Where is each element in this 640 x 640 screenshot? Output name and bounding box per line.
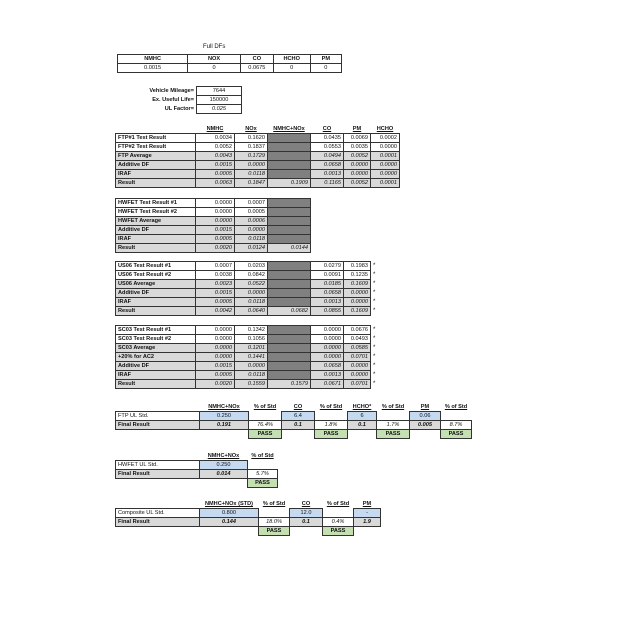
us06-row — [116, 289, 380, 298]
sc03-asterisk: * — [373, 336, 376, 342]
sc03-nmhc-cell: 0.0005 — [196, 371, 235, 380]
sc03-co-cell: 0.0000 — [311, 353, 344, 362]
hwfet-combo-cell — [268, 235, 311, 244]
hwfet-combo-cell — [268, 208, 311, 217]
ftp_std-final-value: 0.1 — [282, 421, 315, 430]
sc03-row — [116, 380, 380, 389]
hwfet-row-label: IRAF — [116, 235, 196, 244]
ftp_std-pass-badge: PASS — [441, 430, 472, 439]
sc03-nox-cell: 0.0000 — [235, 362, 268, 371]
ftp-nox-cell: 0.1837 — [235, 143, 268, 152]
ftp-combo-cell — [268, 134, 311, 143]
ftp-hcho-cell: 0.0000 — [371, 143, 400, 152]
us06-asterisk: * — [373, 281, 376, 287]
ftp-nmhc-cell: 0.0063 — [196, 179, 235, 188]
sc03-pm-cell: 0.0701 — [344, 380, 371, 389]
full-dfs-value: 0 — [310, 64, 341, 73]
ftp-combo-cell — [268, 161, 311, 170]
sc03-asterisk: * — [373, 327, 376, 333]
sc03-nmhc-cell: 0.0015 — [196, 362, 235, 371]
sc03-nox-cell: 0.1559 — [235, 380, 268, 389]
us06-row — [116, 307, 380, 316]
us06-co-cell: 0.0185 — [311, 280, 344, 289]
ftp_std-std-value: 6.4 — [282, 412, 315, 421]
sc03-co-cell: 0.0671 — [311, 380, 344, 389]
us06-nmhc-cell: 0.0005 — [196, 298, 235, 307]
us06-nox-cell: 0.0842 — [235, 271, 268, 280]
sc03-combo-cell — [268, 371, 311, 380]
ftp-pm-cell: 0.0035 — [344, 143, 371, 152]
sc03-combo-cell — [268, 362, 311, 371]
hwfet-nmhc-cell: 0.0005 — [196, 235, 235, 244]
ftp-table — [115, 125, 400, 188]
composite_std-pass-spacer — [116, 527, 200, 536]
us06-nmhc-cell: 0.0038 — [196, 271, 235, 280]
us06-asterisk: * — [373, 299, 376, 305]
ftp_std-std-label: FTP UL Std. — [116, 412, 200, 421]
sc03-co-cell: 0.0000 — [311, 344, 344, 353]
hwfet-row — [116, 217, 311, 226]
us06-nmhc-cell: 0.0007 — [196, 262, 235, 271]
us06-row-label: US06 Average — [116, 280, 196, 289]
sc03-row — [116, 335, 380, 344]
sc03-table — [115, 325, 380, 389]
ftp-co-cell: 0.0553 — [311, 143, 344, 152]
us06-nox-cell: 0.0203 — [235, 262, 268, 271]
ftp_std-pass-spacer — [200, 430, 249, 439]
ftp-row-label: FTP Average — [116, 152, 196, 161]
ftp-nmhc-cell: 0.0034 — [196, 134, 235, 143]
ftp-row — [116, 170, 400, 179]
ul-factor-label: UL Factor= — [164, 106, 194, 112]
full-dfs-title: Full DFs — [203, 44, 226, 50]
sc03-pm-cell: 0.0000 — [344, 371, 371, 380]
ftp-nox-cell: 0.1620 — [235, 134, 268, 143]
ftp-combo-cell — [268, 152, 311, 161]
us06-nmhc-cell: 0.0015 — [196, 289, 235, 298]
full-dfs-value: 0 — [188, 64, 241, 73]
ftp_std-final-label: Final Result — [116, 421, 200, 430]
composite_std-column-header: % of Std — [262, 501, 286, 508]
ftp-co-cell: 0.0658 — [311, 161, 344, 170]
ftp_std-final-value: 1.8% — [315, 421, 348, 430]
us06-pm-cell: 0.1609 — [344, 307, 371, 316]
hwfet-nox-cell: 0.0006 — [235, 217, 268, 226]
ftp-row-label: Additive DF — [116, 161, 196, 170]
us06-row — [116, 280, 380, 289]
ftp_std-pass-badge: PASS — [377, 430, 410, 439]
us06-nox-cell: 0.0118 — [235, 298, 268, 307]
sc03-asterisk: * — [373, 363, 376, 369]
hwfet-combo-cell — [268, 199, 311, 208]
hwfet-nox-cell: 0.0000 — [235, 226, 268, 235]
sc03-asterisk: * — [373, 381, 376, 387]
ftp-pm-cell: 0.0052 — [344, 152, 371, 161]
us06-row — [116, 262, 380, 271]
composite_std-std-value: 12.0 — [290, 509, 323, 518]
ftp-hcho-cell: 0.0000 — [371, 161, 400, 170]
ftp-nmhc-cell: 0.0005 — [196, 170, 235, 179]
ftp-column-header: NMHC — [206, 126, 224, 132]
ftp-row-label: IRAF — [116, 170, 196, 179]
hwfet-nox-cell: 0.0118 — [235, 235, 268, 244]
us06-combo-cell — [268, 298, 311, 307]
ftp-column-header: PM — [352, 126, 362, 132]
ftp_std-final-value: 0.1 — [348, 421, 377, 430]
sc03-asterisk: * — [373, 345, 376, 351]
ftp-nox-cell: 0.1847 — [235, 179, 268, 188]
composite_std-std-value: 0.800 — [200, 509, 259, 518]
ftp-header-spacer — [116, 125, 196, 134]
us06-asterisk: * — [373, 263, 376, 269]
full-dfs-header: NMHC — [118, 55, 188, 64]
sc03-nmhc-cell: 0.0000 — [196, 326, 235, 335]
us06-row-label: US06 Test Result #1 — [116, 262, 196, 271]
ul-factor-value: 0.025 — [197, 105, 242, 114]
hwfet-std-header-pct: % of Std — [251, 453, 274, 460]
ftp-std-table — [115, 403, 472, 439]
ftp_std-column-header: HCHO* — [352, 404, 372, 410]
ftp_std-pass-badge: PASS — [249, 430, 282, 439]
sc03-pm-cell: 0.0585 — [344, 344, 371, 353]
sc03-combo-cell — [268, 344, 311, 353]
hwfet-row-label: HWFET Test Result #1 — [116, 199, 196, 208]
sc03-combo-cell — [268, 326, 311, 335]
mileage-label: Vehicle Mileage= — [149, 88, 194, 94]
hwfet-nox-cell: 0.0124 — [235, 244, 268, 253]
hwfet-nmhc-cell: 0.0000 — [196, 217, 235, 226]
ftp-hcho-cell: 0.0001 — [371, 152, 400, 161]
us06-row-label: US06 Test Result #2 — [116, 271, 196, 280]
composite_std-std-value: - — [354, 509, 381, 518]
full-dfs-header: NOX — [188, 55, 241, 64]
ftp-row — [116, 152, 400, 161]
composite_std-pass-badge: PASS — [323, 527, 354, 536]
hwfet-std-value: 0.250 — [200, 461, 248, 470]
ftp-row-label: FTP#2 Test Result — [116, 143, 196, 152]
hwfet-nmhc-cell: 0.0000 — [196, 199, 235, 208]
hwfet-nox-cell: 0.0005 — [235, 208, 268, 217]
sc03-co-cell: 0.0000 — [311, 326, 344, 335]
hwfet-row — [116, 244, 311, 253]
us06-row-label: IRAF — [116, 298, 196, 307]
ftp-nmhc-cell: 0.0015 — [196, 161, 235, 170]
us06-co-cell: 0.0658 — [311, 289, 344, 298]
sc03-row — [116, 353, 380, 362]
hwfet-std-table — [115, 452, 278, 488]
ftp-column-header: NOx — [245, 126, 257, 132]
composite_std-final-value: 18.0% — [259, 518, 290, 527]
ftp-pm-cell: 0.0000 — [344, 170, 371, 179]
sc03-asterisk: * — [373, 354, 376, 360]
hwfet-row-label: HWFET Average — [116, 217, 196, 226]
useful-life-label: Ex. Useful Life= — [152, 97, 194, 103]
sc03-pm-cell: 0.0493 — [344, 335, 371, 344]
hwfet-row-label: HWFET Test Result #2 — [116, 208, 196, 217]
sc03-pm-cell: 0.0000 — [344, 362, 371, 371]
sc03-pm-cell: 0.0676 — [344, 326, 371, 335]
ftp-hcho-cell: 0.0002 — [371, 134, 400, 143]
sc03-row-label: SC03 Test Result #2 — [116, 335, 196, 344]
ftp_std-final-value: 0.005 — [410, 421, 441, 430]
ftp_std-pass-badge: PASS — [315, 430, 348, 439]
ftp_std-column-header: % of Std — [381, 404, 405, 411]
ftp-nmhc-cell: 0.0043 — [196, 152, 235, 161]
ftp-row — [116, 134, 400, 143]
hwfet-row-label: Result — [116, 244, 196, 253]
us06-asterisk: * — [373, 308, 376, 314]
hwfet-combo-cell — [268, 217, 311, 226]
composite_std-header-spacer — [116, 500, 200, 509]
hwfet-row — [116, 208, 311, 217]
ftp-row — [116, 179, 400, 188]
composite_std-final-value: 1.9 — [354, 518, 381, 527]
us06-row — [116, 271, 380, 280]
sc03-row-label: SC03 Average — [116, 344, 196, 353]
sc03-row — [116, 371, 380, 380]
hwfet-row — [116, 235, 311, 244]
ftp_std-pass-spacer — [348, 430, 377, 439]
us06-nmhc-cell: 0.0042 — [196, 307, 235, 316]
composite_std-column-header: NMHC+NOx (STD) — [204, 501, 253, 507]
us06-nox-cell: 0.0000 — [235, 289, 268, 298]
composite_std-column-header: CO — [301, 501, 311, 507]
hwfet-combo-cell: 0.0144 — [268, 244, 311, 253]
hwfet-table — [115, 198, 311, 253]
composite_std-final-value: 0.144 — [200, 518, 259, 527]
full-dfs-header: HCHO — [273, 55, 310, 64]
hwfet-nmhc-cell: 0.0015 — [196, 226, 235, 235]
us06-pm-cell: 0.1235 — [344, 271, 371, 280]
sc03-row — [116, 362, 380, 371]
full-dfs-header: PM — [310, 55, 341, 64]
ftp-combo-cell — [268, 170, 311, 179]
sc03-nox-cell: 0.1342 — [235, 326, 268, 335]
hwfet-combo-cell — [268, 226, 311, 235]
composite_std-pass-spacer — [200, 527, 259, 536]
composite_std-final-label: Final Result — [116, 518, 200, 527]
ftp_std-column-header: % of Std — [444, 404, 468, 411]
us06-combo-cell — [268, 271, 311, 280]
composite-std-table — [115, 500, 381, 536]
sc03-combo-cell — [268, 353, 311, 362]
hwfet-row — [116, 199, 311, 208]
ftp-row-label: FTP#1 Test Result — [116, 134, 196, 143]
hwfet-std-label: HWFET UL Std. — [116, 461, 200, 470]
ftp_std-column-header: % of Std — [253, 404, 277, 411]
ftp_std-pass-spacer — [282, 430, 315, 439]
us06-asterisk: * — [373, 290, 376, 296]
us06-table — [115, 261, 380, 316]
us06-combo-cell: 0.0682 — [268, 307, 311, 316]
composite_std-std-value — [259, 509, 290, 518]
vehicle-info-table — [117, 86, 242, 114]
full-dfs-header: CO — [240, 55, 273, 64]
mileage-value: 7644 — [197, 87, 242, 96]
us06-combo-cell — [268, 289, 311, 298]
composite_std-std-label: Composite UL Std. — [116, 509, 200, 518]
us06-pm-cell: 0.0000 — [344, 298, 371, 307]
full-dfs-value: 0.0015 — [118, 64, 188, 73]
ftp-co-cell: 0.1165 — [311, 179, 344, 188]
hwfet-final-value: 0.014 — [200, 470, 248, 479]
sc03-asterisk: * — [373, 372, 376, 378]
ftp_std-column-header: % of Std — [319, 404, 343, 411]
sc03-nmhc-cell: 0.0020 — [196, 380, 235, 389]
full-dfs-value: 0.0675 — [240, 64, 273, 73]
composite_std-std-value — [323, 509, 354, 518]
ftp-nox-cell: 0.0118 — [235, 170, 268, 179]
us06-combo-cell — [268, 280, 311, 289]
hwfet-nmhc-cell: 0.0000 — [196, 208, 235, 217]
hwfet-pass-badge: PASS — [248, 479, 278, 488]
ftp_std-std-value — [315, 412, 348, 421]
ftp-nox-cell: 0.0000 — [235, 161, 268, 170]
ftp_std-std-value: 6 — [348, 412, 377, 421]
sc03-row — [116, 326, 380, 335]
sc03-nmhc-cell: 0.0000 — [196, 344, 235, 353]
ftp-combo-cell: 0.1909 — [268, 179, 311, 188]
sc03-nmhc-cell: 0.0000 — [196, 335, 235, 344]
ftp_std-pass-spacer — [410, 430, 441, 439]
ftp_std-final-value: 8.7% — [441, 421, 472, 430]
us06-nox-cell: 0.0522 — [235, 280, 268, 289]
ftp_std-std-value: 0.06 — [410, 412, 441, 421]
composite_std-column-header: PM — [362, 501, 372, 507]
sc03-combo-cell — [268, 335, 311, 344]
ftp_std-std-value — [377, 412, 410, 421]
full-dfs-table — [117, 54, 342, 73]
useful-life-value: 150000 — [197, 96, 242, 105]
hwfet-nmhc-cell: 0.0020 — [196, 244, 235, 253]
us06-row-label: Additive DF — [116, 289, 196, 298]
ftp_std-column-header: NMHC+NOx — [208, 404, 240, 410]
full-dfs-value: 0 — [273, 64, 310, 73]
ftp_std-std-value — [441, 412, 472, 421]
hwfet-final-pct: 5.7% — [248, 470, 278, 479]
composite_std-pass-badge: PASS — [259, 527, 290, 536]
ftp-nox-cell: 0.1729 — [235, 152, 268, 161]
composite_std-pass-spacer — [354, 527, 381, 536]
ftp_std-column-header: PM — [420, 404, 430, 410]
ftp-pm-cell: 0.0052 — [344, 179, 371, 188]
us06-pm-cell: 0.1609 — [344, 280, 371, 289]
hwfet-nox-cell: 0.0007 — [235, 199, 268, 208]
us06-asterisk: * — [373, 272, 376, 278]
us06-pm-cell: 0.0000 — [344, 289, 371, 298]
ftp-co-cell: 0.0435 — [311, 134, 344, 143]
sc03-co-cell: 0.0658 — [311, 362, 344, 371]
sc03-nox-cell: 0.1056 — [235, 335, 268, 344]
sc03-row-label: +20% for AC2 — [116, 353, 196, 362]
hwfet-std-header-combo: NMHC+NOx — [207, 453, 240, 459]
ftp-hcho-cell: 0.0000 — [371, 170, 400, 179]
ftp-pm-cell: 0.0000 — [344, 161, 371, 170]
hwfet-row — [116, 226, 311, 235]
ftp_std-std-value — [249, 412, 282, 421]
composite_std-final-value: 0.4% — [323, 518, 354, 527]
us06-co-cell: 0.0091 — [311, 271, 344, 280]
ftp_std-std-value: 0.250 — [200, 412, 249, 421]
ftp-combo-cell — [268, 143, 311, 152]
ftp_std-pass-spacer — [116, 430, 200, 439]
ftp-column-header: HCHO — [376, 126, 394, 132]
ftp-column-header: NMHC+NOx — [273, 126, 305, 132]
composite_std-column-header: % of Std — [326, 501, 350, 508]
sc03-combo-cell: 0.1579 — [268, 380, 311, 389]
ftp-nmhc-cell: 0.0052 — [196, 143, 235, 152]
us06-nox-cell: 0.0640 — [235, 307, 268, 316]
ftp_std-final-value: 1.7% — [377, 421, 410, 430]
ftp-row — [116, 161, 400, 170]
sc03-nox-cell: 0.1441 — [235, 353, 268, 362]
us06-co-cell: 0.0013 — [311, 298, 344, 307]
us06-row-label: Result — [116, 307, 196, 316]
ftp-row-label: Result — [116, 179, 196, 188]
sc03-co-cell: 0.0000 — [311, 335, 344, 344]
sc03-nmhc-cell: 0.0000 — [196, 353, 235, 362]
ftp-row — [116, 143, 400, 152]
sc03-row — [116, 344, 380, 353]
ftp-column-header: CO — [322, 126, 332, 132]
sc03-nox-cell: 0.0118 — [235, 371, 268, 380]
composite_std-pass-spacer — [290, 527, 323, 536]
us06-row — [116, 298, 380, 307]
us06-nmhc-cell: 0.0023 — [196, 280, 235, 289]
us06-pm-cell: 0.1983 — [344, 262, 371, 271]
sc03-row-label: IRAF — [116, 371, 196, 380]
sc03-nox-cell: 0.1201 — [235, 344, 268, 353]
sc03-row-label: Additive DF — [116, 362, 196, 371]
hwfet-row-label: Additive DF — [116, 226, 196, 235]
ftp-co-cell: 0.0013 — [311, 170, 344, 179]
ftp_std-column-header: CO — [293, 404, 303, 410]
ftp_std-final-value: 76.4% — [249, 421, 282, 430]
ftp_std-final-value: 0.191 — [200, 421, 249, 430]
sc03-co-cell: 0.0013 — [311, 371, 344, 380]
us06-co-cell: 0.0279 — [311, 262, 344, 271]
composite_std-final-value: 0.1 — [290, 518, 323, 527]
ftp_std-header-spacer — [116, 403, 200, 412]
ftp-pm-cell: 0.0069 — [344, 134, 371, 143]
sc03-row-label: SC03 Test Result #1 — [116, 326, 196, 335]
hwfet-final-label: Final Result — [116, 470, 200, 479]
ftp-hcho-cell: 0.0001 — [371, 179, 400, 188]
sc03-row-label: Result — [116, 380, 196, 389]
us06-combo-cell — [268, 262, 311, 271]
ftp-co-cell: 0.0494 — [311, 152, 344, 161]
sc03-pm-cell: 0.0701 — [344, 353, 371, 362]
us06-co-cell: 0.0855 — [311, 307, 344, 316]
